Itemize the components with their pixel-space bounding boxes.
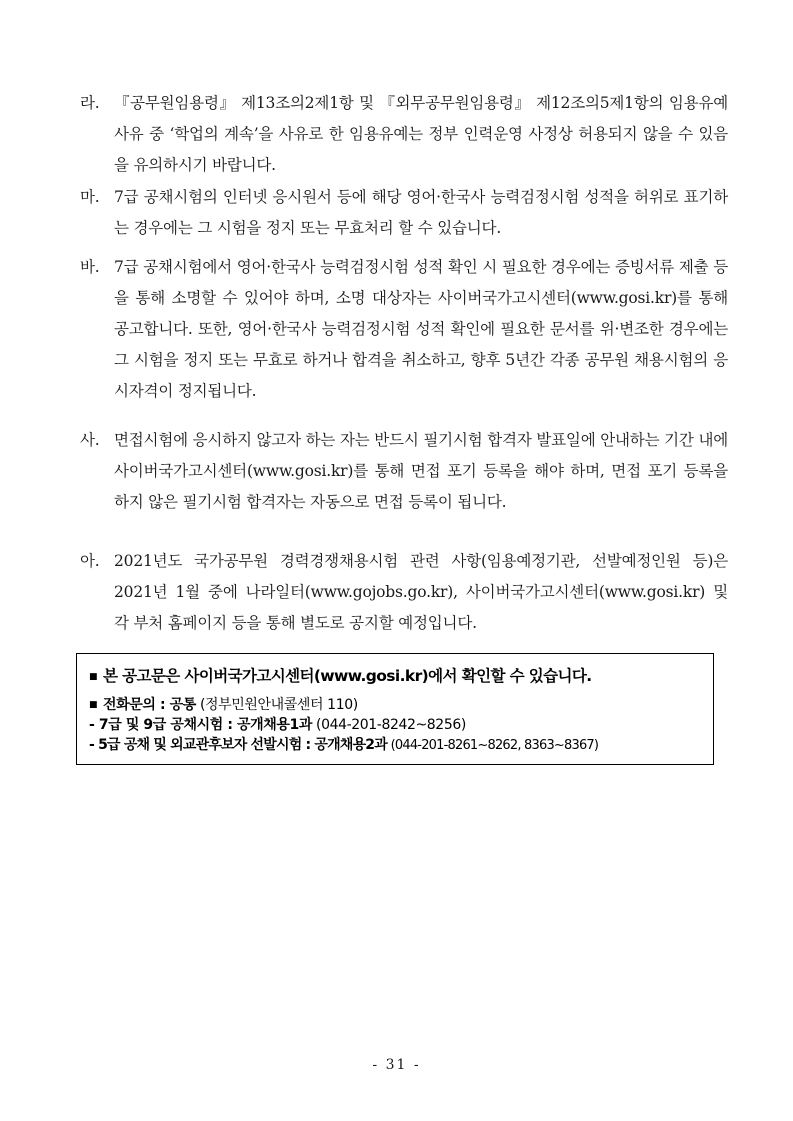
item-marker: 라.	[80, 94, 100, 112]
contact-line	[89, 695, 703, 715]
notice-item-a	[80, 546, 728, 639]
page-number: - 31 -	[372, 1057, 421, 1073]
contact-line-grade7	[89, 715, 703, 735]
contact-grade7-label: - 7급 및 9급 공채시험 : 공개채용1과	[89, 717, 312, 733]
contact-grade5-phone: (044-201-8261~8262, 8363~8367)	[390, 738, 599, 753]
item-text: 2021년도 국가공무원 경력경쟁채용시험 관련 사항(임용예정기관, 선발예정인원 등)은 2021년 1월 중에 나라일터(www.gojobs.go.kr), 사이버국가고시센터(www.gosi.kr) 및 각 부처 홈페이지 등을 통해 별도로 공지할 예정입니다.	[114, 552, 728, 632]
square-bullet-icon: ■	[89, 700, 98, 710]
contact-grade5-label: - 5급 공채 및 외교관후보자 선발시험 : 공개채용2과	[89, 737, 387, 753]
item-marker: 아.	[80, 552, 100, 570]
square-bullet-icon: ■	[89, 672, 97, 682]
contact-grade7-phone: (044-201-8242~8256)	[316, 717, 466, 733]
item-text: 『공무원임용령』 제13조의2제1항 및 『외무공무원임용령』 제12조의5제1항의 임용유예 사유 중 ‘학업의 계속’을 사유로 한 임용유예는 정부 인력운영 사정상 허용되지 않을 수 있음을 유의하시기 바랍니다.	[114, 94, 728, 174]
notice-headline	[89, 662, 703, 691]
notice-item-ba	[80, 252, 728, 407]
notice-headline-text: 본 공고문은 사이버국가고시센터(www.gosi.kr)에서 확인할 수 있습니다.	[103, 667, 592, 685]
item-text: 면접시험에 응시하지 않고자 하는 자는 반드시 필기시험 합격자 발표일에 안내하는 기간 내에 사이버국가고시센터(www.gosi.kr)를 통해 면접 포기 등록을 해야 하며, 면접 포기 등록을 하지 않은 필기시험 합격자는 자동으로 면접 등록이 됩니다.	[114, 431, 728, 511]
notice-item-ma	[80, 182, 728, 244]
item-marker: 바.	[80, 258, 100, 276]
notice-item-sa	[80, 425, 728, 518]
contact-value: (정부민원안내콜센터 110)	[199, 697, 358, 713]
notice-item-ra	[80, 88, 728, 181]
item-text: 7급 공채시험의 인터넷 응시원서 등에 해당 영어·한국사 능력검정시험 성적을 허위로 표기하는 경우에는 그 시험을 정지 또는 무효처리 할 수 있습니다.	[114, 188, 728, 237]
contact-line-grade5	[89, 735, 703, 756]
item-text: 7급 공채시험에서 영어·한국사 능력검정시험 성적 확인 시 필요한 경우에는 증빙서류 제출 등을 통해 소명할 수 있어야 하며, 소명 대상자는 사이버국가고시센터(www.gosi.kr)를 통해 공고합니다. 또한, 영어·한국사 능력검정시험 성적 확인에 필요한 문서를 위·변조한 경우에는 그 시험을 정지 또는 무효로 하거나 합격을 취소하고, 향후 5년간 각종 공무원 채용시험의 응시자격이 정지됩니다.	[114, 258, 728, 400]
contact-label: 전화문의 : 공통	[103, 697, 196, 713]
contact-info-box	[76, 653, 714, 765]
item-marker: 마.	[80, 188, 100, 206]
item-marker: 사.	[80, 431, 100, 449]
